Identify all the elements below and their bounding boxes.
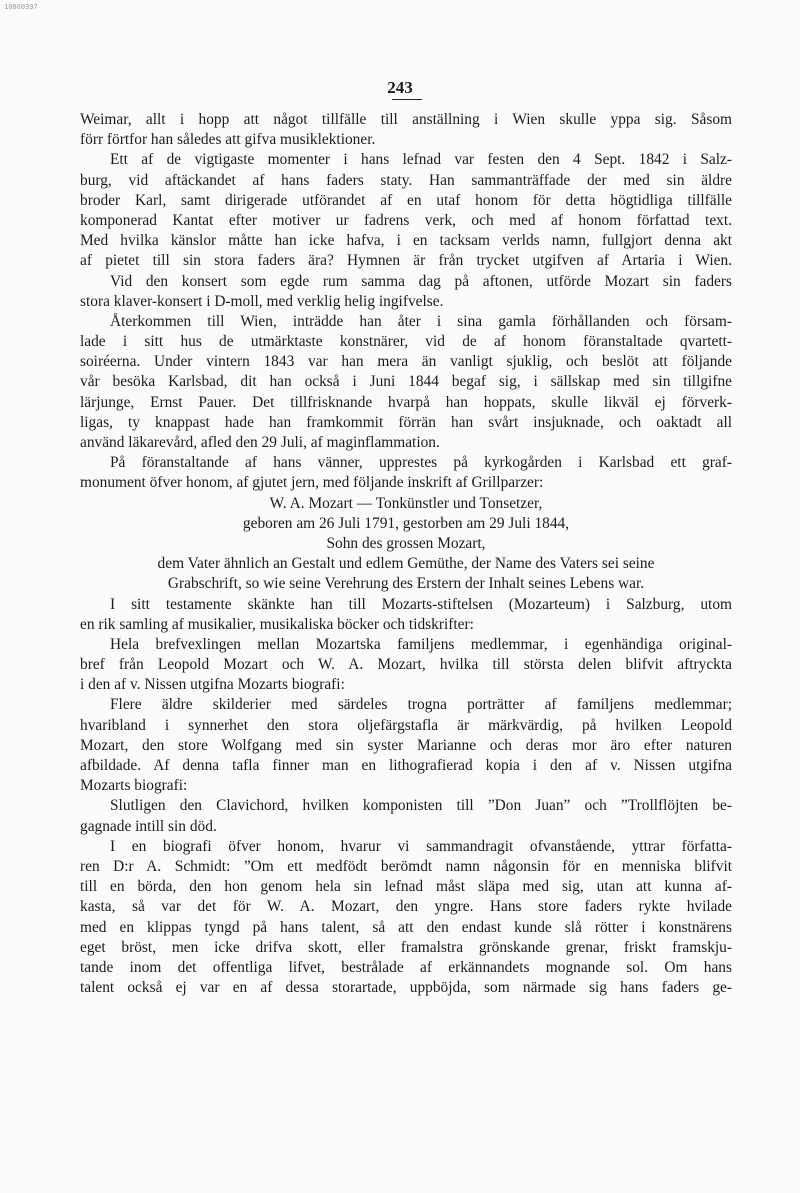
inscription-line: Sohn des grossen Mozart, xyxy=(326,534,486,552)
text-line: i den af v. Nissen utgifna Mozarts biografi: xyxy=(80,676,345,694)
text-line: monument öfver honom, af gjutet jern, med följande inskrift af Grillparzer: xyxy=(80,474,544,492)
inscription-line: dem Vater ähnlich an Gestalt und edlem Gemüthe, der Name des Vaters sei seine xyxy=(157,555,655,573)
text-line: broder Karl, samt dirigerade utförandet af en utaf honom för detta högtidliga tillfälle xyxy=(80,191,732,209)
text-line: lade i sitt hus de utmärktaste konstnärer, vid de af honom föranstaltade qvartett- xyxy=(80,333,732,351)
page-id-stamp: 10800397 xyxy=(4,3,38,11)
inscription-line: geboren am 26 Juli 1791, gestorben am 29 Juli 1844, xyxy=(242,514,570,532)
page-number-rule xyxy=(392,99,422,100)
text-line: På föranstaltande af hans vänner, upprestes på kyrkogården i Karlsbad ett graf- xyxy=(110,454,732,472)
text-line: förr förtfor han således att gifva musiklektioner. xyxy=(80,131,376,149)
text-line: bref från Leopold Mozart och W. A. Mozart, hvilka till största delen blifvit aftryckta xyxy=(80,656,732,674)
text-line: Flere äldre skilderier med särdeles trogna porträtter af familjens medlemmar; xyxy=(110,696,732,714)
text-line: komponerad Kantat efter motiver ur fadrens verk, och med af honom författad text. xyxy=(80,211,732,229)
text-line: Ett af de vigtigaste momenter i hans lefnad var festen den 4 Sept. 1842 i Salz- xyxy=(110,151,732,169)
text-line: kasta, så var det för W. A. Mozart, den yngre. Hans store faders rykte hvilade xyxy=(80,898,732,916)
text-line: eget bröst, men icke drifva skott, eller framalstra grönskande grenar, friskt framskju- xyxy=(80,938,732,956)
text-line: burg, vid aftäckandet af hans faders staty. Han sammanträffade der med sin äldre xyxy=(80,171,732,189)
text-line: ren D:r A. Schmidt: ”Om ett medfödt berömdt namn någonsin för en menniska blifvit xyxy=(80,857,732,875)
text-line: Slutligen den Clavichord, hvilken komponisten till ”Don Juan” och ”Trollflöjten be- xyxy=(110,797,732,815)
text-line: vår besöka Karlsbad, dit han också i Juni 1844 begaf sig, i sällskap med sin tillgifne xyxy=(80,373,732,391)
text-line: af pietet till sin stora faders ära? Hymnen är från trycket utgifven af Artaria i Wien. xyxy=(80,252,732,270)
text-line: Hela brefvexlingen mellan Mozartska familjens medlemmar, i egenhändiga original- xyxy=(110,635,732,653)
text-line: Weimar, allt i hopp att något tillfälle till anställning i Wien skulle yppa sig. Såsom xyxy=(80,111,732,128)
text-line: tande inom det offentliga lifvet, bestrålade af erkännandets mognande sol. Om hans xyxy=(80,958,732,976)
text-line: Med hvilka känslor måtte han icke hafva, i en tacksam verlds namn, fullgjort denna akt xyxy=(80,232,732,250)
text-line: I en biografi öfver honom, hvarur vi sammandragit ofvanstående, yttrar författa- xyxy=(110,837,732,855)
text-line: Mozarts biografi: xyxy=(80,777,188,795)
text-line: en rik samling af musikalier, musikaliska böcker och tidskrifter: xyxy=(80,615,474,633)
text-line: Vid den konsert som egde rum samma dag på aftonen, utförde Mozart sin faders xyxy=(110,272,732,290)
text-line: lärjunge, Ernst Pauer. Det tillfrisknande hvarpå han hoppats, skulle likväl ej förverk- xyxy=(80,393,732,411)
text-line: I sitt testamente skänkte han till Mozarts-stiftelsen (Mozarteum) i Salzburg, utom xyxy=(110,595,732,613)
text-line: Mozart, den store Wolfgang med sin syster Marianne och deras mor äro efter naturen xyxy=(80,736,732,754)
text-line: Återkommen till Wien, inträdde han åter i sina gamla förhållanden och försam- xyxy=(110,312,732,330)
page-number: 243 xyxy=(387,78,413,97)
text-line: gagnade intill sin död. xyxy=(80,817,217,835)
text-line: använd läkarevård, afled den 29 Juli, af maginflammation. xyxy=(80,434,440,451)
text-line: ligas, ty knappast hade han framkommit förrän han svårt insjuknade, och oaktadt all xyxy=(80,413,732,431)
text-line: till en börda, den hon genom hela sin lefnad måst släpa med sig, utan att kunna af- xyxy=(80,878,732,896)
inscription-line: W. A. Mozart — Tonkünstler und Tonsetzer, xyxy=(269,494,543,512)
text-line: afbildade. Af denna tafla finner man en lithografierad kopia i den af v. Nissen utgifna xyxy=(80,757,732,774)
text-line: talent också ej var en af dessa storartade, uppböjda, som närmade sig hans faders ge- xyxy=(80,979,732,997)
text-line: soiréerna. Under vintern 1843 var han mera än vanligt sjuklig, och beslöt att följande xyxy=(80,353,732,371)
text-line: hvaribland i synnerhet den stora oljefärgstafla är märkvärdig, på hvilken Leopold xyxy=(80,716,732,734)
inscription-line: Grabschrift, so wie seine Verehrung des Erstern der Inhalt seines Lebens war. xyxy=(167,575,645,593)
text-line: med en klippas tyngd på hans talent, så att den endast kunde slå rötter i konstnärens xyxy=(80,918,732,936)
text-body xyxy=(80,110,732,998)
text-line: stora klaver-konsert i D-moll, med verklig helig ingifvelse. xyxy=(80,292,444,310)
